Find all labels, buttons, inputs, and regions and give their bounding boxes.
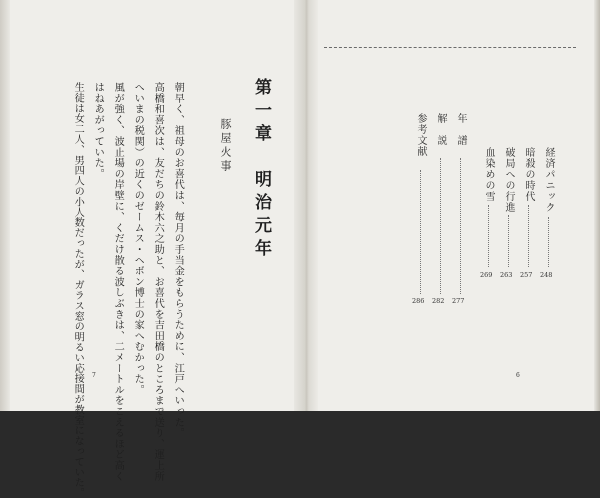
toc-page-2: 257 <box>520 271 533 279</box>
book-gutter <box>294 0 318 411</box>
right-page-edge <box>594 0 600 411</box>
body-column-3: へいまの税関）の近くのゼームス・ヘボン博士の家へむかった。 <box>132 82 144 396</box>
toc-item-1: 経済パニック <box>543 147 554 213</box>
toc-leader-3 <box>508 215 509 267</box>
toc-leader-5 <box>460 158 461 294</box>
toc-page-4: 269 <box>480 271 493 279</box>
toc-leader-4 <box>488 205 489 267</box>
toc-item-5: 年 譜 <box>455 113 466 146</box>
section-divider <box>324 47 576 48</box>
chapter-title: 第一章 明治元年 <box>251 78 271 262</box>
toc-leader-1 <box>548 217 549 267</box>
toc-item-7: 参考文献 <box>415 113 426 157</box>
toc-item-2: 暗殺の時代 <box>523 147 534 202</box>
toc-item-3: 破局への行進 <box>503 147 514 213</box>
section-title: 豚屋火事 <box>219 118 232 174</box>
body-column-2: 高橋和喜次は、友だちの鈴木六之助と、お喜代を吉田橋のところまで送り、運上所 <box>152 82 164 482</box>
toc-page-6: 282 <box>432 297 445 305</box>
toc-page-5: 277 <box>452 297 465 305</box>
left-page-number: 7 <box>92 372 96 379</box>
left-page-edge <box>0 0 10 411</box>
body-column-6: 生徒は女二人、男四人の小人数だったが、ガラス窓の明るい応接間が教室になっていた。 <box>72 82 84 498</box>
toc-item-6: 解 説 <box>435 113 446 146</box>
toc-item-4: 血染めの雪 <box>483 147 494 202</box>
toc-leader-7 <box>420 170 421 294</box>
body-column-5: はねあがっていた。 <box>92 82 104 180</box>
toc-leader-2 <box>528 205 529 267</box>
toc-leader-6 <box>440 158 441 294</box>
toc-page-3: 263 <box>500 271 513 279</box>
body-column-1: 朝早く、祖母のお喜代は、毎月の手当金をもらうために、江戸へいった。 <box>172 82 184 439</box>
toc-page-1: 248 <box>540 271 553 279</box>
right-page-number: 6 <box>516 372 520 379</box>
toc-page-7: 286 <box>412 297 425 305</box>
body-column-4: 風が強く、波止場の岸壁に、くだけ散る波しぶきは、二メートルをこえるほど高く <box>112 82 124 482</box>
